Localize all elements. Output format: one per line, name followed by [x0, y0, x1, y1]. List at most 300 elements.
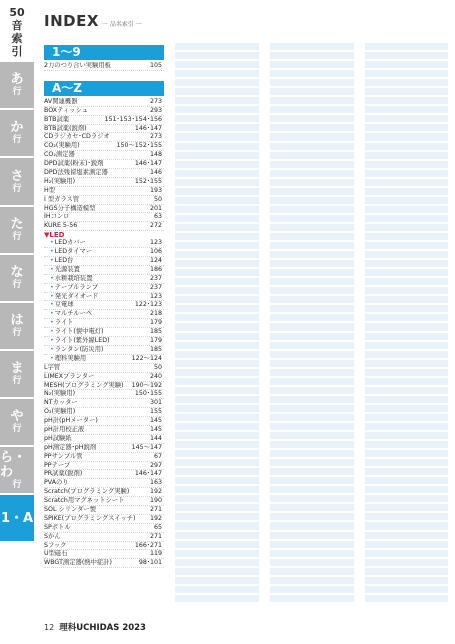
entry-page: 106 [149, 248, 162, 256]
entry-name: SOL シリンダー製 [44, 505, 96, 513]
empty-row [175, 133, 259, 140]
index-entry [44, 497, 164, 506]
empty-row [270, 233, 354, 240]
empty-row [270, 242, 354, 249]
led-group-label: ▼LED [44, 231, 65, 240]
empty-row [270, 43, 354, 50]
empty-row [175, 88, 259, 95]
kana-tab-3[interactable] [0, 207, 34, 255]
empty-row [365, 224, 448, 231]
entry-name: • LED台 [44, 257, 73, 265]
empty-row [175, 323, 259, 330]
sidebar-heading-line: 50 [9, 6, 25, 19]
empty-row [270, 79, 354, 86]
empty-row [175, 414, 259, 421]
led-entry-list [44, 239, 164, 363]
entry-name: Scratch(プログラミング実験) [44, 488, 130, 496]
empty-row [270, 296, 354, 303]
empty-row [175, 161, 259, 168]
empty-row [175, 124, 259, 131]
entry-page: 237 [149, 274, 162, 282]
empty-row [175, 486, 259, 493]
index-entry [44, 479, 164, 488]
entry-name: • ライト(懐中電灯) [44, 328, 104, 336]
empty-row [365, 88, 448, 95]
empty-row [365, 532, 448, 539]
index-entry [44, 107, 164, 116]
index-entry [44, 515, 164, 524]
index-column [44, 45, 164, 568]
entry-page: 98･101 [138, 559, 162, 567]
empty-row [365, 70, 448, 77]
empty-row [365, 342, 448, 349]
index-entry [44, 506, 164, 515]
entry-name: • LEDカバー [44, 239, 86, 247]
entry-name: pH測定器･pH鋭剤 [44, 443, 97, 451]
index-entry [44, 524, 164, 533]
index-entry [44, 275, 164, 284]
index-entry [44, 559, 164, 568]
kana-tab-label: な [10, 265, 24, 280]
empty-row [175, 378, 259, 385]
kana-tab-suffix: 行 [12, 328, 22, 338]
entry-name: IHコンロ [44, 213, 70, 221]
entry-name: pH試験紙 [44, 434, 72, 442]
empty-row [175, 242, 259, 249]
kana-tab-label: あ [10, 72, 24, 87]
index-entry [44, 426, 164, 435]
entry-name: • ライト(紫外線LED) [44, 337, 110, 345]
empty-row [270, 559, 354, 566]
empty-row [175, 314, 259, 321]
index-entry [44, 222, 164, 231]
index-entry [44, 328, 164, 337]
empty-row [365, 550, 448, 557]
empty-row [175, 287, 259, 294]
empty-row [175, 586, 259, 593]
kana-tab-suffix: 行 [12, 376, 22, 386]
empty-row [365, 405, 448, 412]
empty-row [270, 468, 354, 475]
entry-page: 145 [149, 417, 162, 425]
entry-name: • 理科実験用 [44, 355, 86, 363]
empty-row [175, 251, 259, 258]
empty-row [270, 342, 354, 349]
kana-tab-suffix: 行 [12, 135, 22, 145]
empty-row [270, 378, 354, 385]
empty-row [175, 459, 259, 466]
empty-row [175, 468, 259, 475]
entry-page: 166･271 [134, 541, 162, 549]
entry-name: Sフック [44, 541, 67, 549]
empty-row [270, 197, 354, 204]
entry-page: 185 [149, 345, 162, 353]
catalog-brand: 理科UCHIDAS 2023 [59, 623, 146, 633]
empty-row [270, 143, 354, 150]
kana-tab-suffix: 行 [12, 479, 22, 490]
empty-row [365, 161, 448, 168]
empty-row [270, 161, 354, 168]
empty-row [175, 106, 259, 113]
empty-row [175, 550, 259, 557]
entry-name: KURE 5-56 [44, 222, 78, 230]
entry-name: MESH(プログラミング実験) [44, 381, 124, 389]
empty-row [175, 477, 259, 484]
entry-page: 146･147 [134, 160, 162, 168]
empty-row [270, 323, 354, 330]
empty-row [270, 450, 354, 457]
entry-name: I 型ガラス管 [44, 195, 80, 203]
index-entry [44, 488, 164, 497]
index-entry [44, 187, 164, 196]
empty-row [270, 260, 354, 267]
kana-tab-9[interactable] [0, 495, 34, 543]
entry-name: • ライト [44, 319, 73, 327]
empty-row [270, 170, 354, 177]
kana-tab-8[interactable] [0, 447, 34, 495]
empty-row [365, 369, 448, 376]
entry-name: AV関連機器 [44, 97, 78, 105]
empty-row [175, 52, 259, 59]
empty-row [270, 278, 354, 285]
index-entry [44, 355, 164, 364]
empty-row [270, 97, 354, 104]
kana-tab-0[interactable] [0, 62, 34, 110]
empty-row [365, 296, 448, 303]
index-entry [44, 550, 164, 559]
kana-tab-label: や [10, 409, 24, 424]
entry-name: • テーブルランプ [44, 284, 98, 292]
entry-page: 124 [149, 257, 162, 265]
empty-row [270, 88, 354, 95]
empty-row [365, 206, 448, 213]
index-entry [44, 390, 164, 399]
entry-name: DPD試薬(粉末)･鋭剤 [44, 160, 104, 168]
empty-row [365, 61, 448, 68]
entry-page: 146 [149, 169, 162, 177]
empty-row [365, 170, 448, 177]
empty-row [270, 215, 354, 222]
empty-row [365, 242, 448, 249]
empty-row [270, 179, 354, 186]
empty-row [270, 115, 354, 122]
entry-page: 272 [149, 222, 162, 230]
empty-row [270, 360, 354, 367]
entry-page: 122･123 [134, 301, 162, 309]
empty-row [365, 260, 448, 267]
entry-name: NTカッター [44, 399, 78, 407]
empty-row [175, 513, 259, 520]
empty-row [365, 513, 448, 520]
entry-name: BOXティッシュ [44, 106, 88, 114]
entry-name: N₂(実験用) [44, 390, 76, 398]
empty-row [175, 450, 259, 457]
entry-name: H型 [44, 186, 56, 194]
empty-row [175, 342, 259, 349]
empty-row [365, 333, 448, 340]
index-entry [44, 399, 164, 408]
empty-row [175, 224, 259, 231]
empty-row [270, 586, 354, 593]
kana-tab-7[interactable] [0, 399, 34, 447]
empty-row [365, 52, 448, 59]
index-entry [44, 257, 164, 266]
index-entry [44, 239, 164, 248]
empty-row [365, 541, 448, 548]
entry-name: • 豆電球 [44, 301, 74, 309]
index-entry [44, 533, 164, 542]
index-entry [44, 417, 164, 426]
empty-row [175, 405, 259, 412]
index-entry [44, 213, 164, 222]
kana-tab-list [0, 62, 34, 543]
empty-row [175, 595, 259, 602]
empty-row [175, 541, 259, 548]
entry-name: SPIKE(プログラミングスイッチ) [44, 514, 136, 522]
empty-row [175, 188, 259, 195]
entry-name: DPD法残留塩素測定器 [44, 169, 108, 177]
empty-row [365, 559, 448, 566]
empty-row [175, 423, 259, 430]
empty-row [270, 333, 354, 340]
empty-row [270, 387, 354, 394]
empty-row [270, 495, 354, 502]
empty-row [365, 124, 448, 131]
empty-row [270, 522, 354, 529]
kana-tab-6[interactable] [0, 351, 34, 399]
empty-row [365, 378, 448, 385]
empty-row [270, 351, 354, 358]
section-heading-az: A〜Z [44, 81, 164, 96]
empty-row [365, 269, 448, 276]
empty-row [365, 251, 448, 258]
entry-page: 122〜124 [131, 354, 162, 362]
entry-name: Sかん [44, 532, 61, 540]
entry-name: PVAのり [44, 479, 69, 487]
empty-row [365, 477, 448, 484]
empty-row [270, 541, 354, 548]
entry-name: O₂(実験用) [44, 408, 76, 416]
entry-page: 148 [149, 151, 162, 159]
kana-tab-label: か [10, 120, 24, 135]
entry-name: • マルチルーペ [44, 310, 92, 318]
empty-row [175, 441, 259, 448]
empty-row [365, 504, 448, 511]
index-entry [44, 364, 164, 373]
entry-page: 271 [149, 505, 162, 513]
empty-row [365, 179, 448, 186]
entry-page: 273 [149, 133, 162, 141]
entry-name: • 光源装置 [44, 266, 80, 274]
entry-name: • LEDタイマー [44, 248, 92, 256]
entry-name: CO₂(実験用) [44, 142, 80, 150]
empty-row [270, 106, 354, 113]
entry-name: LIMEXプランター [44, 372, 95, 380]
index-entry [44, 453, 164, 462]
empty-row [365, 314, 448, 321]
entry-page: 63 [153, 213, 162, 221]
empty-row [270, 595, 354, 602]
empty-row [175, 152, 259, 159]
empty-row [365, 577, 448, 584]
kana-tab-4[interactable] [0, 255, 34, 303]
empty-row [175, 233, 259, 240]
empty-row [365, 432, 448, 439]
entry-page: 146･147 [134, 470, 162, 478]
empty-row [175, 143, 259, 150]
entry-page: 123 [149, 239, 162, 247]
entry-page: 105 [149, 62, 162, 69]
empty-row [270, 486, 354, 493]
index-entry [44, 62, 164, 71]
entry-page: 297 [149, 461, 162, 469]
empty-row [175, 360, 259, 367]
empty-row [365, 287, 448, 294]
kana-index-sidebar [0, 0, 34, 644]
page-subtitle: 一 品名索引 一 [101, 21, 142, 28]
empty-row [270, 269, 354, 276]
entry-page: 145 [149, 425, 162, 433]
empty-row [175, 532, 259, 539]
empty-row [365, 188, 448, 195]
index-entry [44, 301, 164, 310]
empty-row [365, 441, 448, 448]
section-heading-numbers: 1〜9 [44, 45, 164, 60]
empty-row [365, 115, 448, 122]
kana-tab-suffix: 行 [12, 232, 22, 242]
number-entry-list [44, 62, 164, 71]
kana-tab-1[interactable] [0, 110, 34, 158]
empty-row [365, 106, 448, 113]
index-entry [44, 196, 164, 205]
empty-row [365, 468, 448, 475]
empty-row [365, 486, 448, 493]
empty-row [175, 170, 259, 177]
page-title: INDEX [44, 12, 99, 30]
index-entry [44, 373, 164, 382]
kana-tab-label: さ [10, 168, 24, 184]
empty-row [270, 532, 354, 539]
entry-page: 192 [149, 488, 162, 496]
az-entry-list-continued [44, 364, 164, 568]
entry-name: WBGT測定器(熱中症計) [44, 559, 112, 567]
entry-page: 150･155 [134, 390, 162, 398]
index-entry [44, 169, 164, 178]
empty-row [365, 414, 448, 421]
entry-name: 2力のつり合い実験用板 [44, 62, 111, 69]
empty-row [270, 188, 354, 195]
entry-name: SPボトル [44, 523, 71, 531]
entry-page: 201 [149, 204, 162, 212]
empty-row [365, 79, 448, 86]
empty-row [175, 432, 259, 439]
empty-row [365, 586, 448, 593]
entry-page: 50 [153, 363, 162, 371]
empty-row [365, 459, 448, 466]
empty-row [270, 152, 354, 159]
kana-tab-suffix: 行 [12, 424, 22, 434]
entry-page: 190 [149, 497, 162, 505]
sidebar-heading [0, 6, 34, 60]
kana-tab-label: た [10, 217, 24, 232]
empty-row [175, 504, 259, 511]
empty-row [365, 97, 448, 104]
index-entry [44, 284, 164, 293]
entry-name: pH計用校正液 [44, 425, 85, 433]
entry-page: 179 [149, 337, 162, 345]
empty-row [270, 423, 354, 430]
index-entry [44, 151, 164, 160]
empty-row [270, 405, 354, 412]
entry-page: 271 [149, 532, 162, 540]
empty-row [175, 387, 259, 394]
empty-row [270, 459, 354, 466]
empty-row [175, 97, 259, 104]
kana-tab-2[interactable] [0, 158, 34, 207]
empty-row [270, 550, 354, 557]
empty-row [270, 568, 354, 575]
empty-row [365, 360, 448, 367]
empty-row [175, 305, 259, 312]
empty-row [175, 369, 259, 376]
entry-name: BTB試薬(鋭剤) [44, 124, 87, 132]
kana-tab-label: は [10, 313, 24, 328]
az-entry-list [44, 98, 164, 231]
entry-page: 192 [149, 514, 162, 522]
sidebar-heading-line: 音 [11, 19, 23, 32]
empty-row [175, 79, 259, 86]
empty-row [365, 215, 448, 222]
empty-row [175, 260, 259, 267]
empty-row [270, 414, 354, 421]
entry-page: 123 [149, 292, 162, 300]
entry-page: 218 [149, 310, 162, 318]
index-entry [44, 98, 164, 107]
index-entry [44, 346, 164, 355]
index-entry [44, 462, 164, 471]
empty-row [175, 215, 259, 222]
entry-page: 193 [149, 186, 162, 194]
kana-tab-label: ま [10, 361, 24, 376]
kana-tab-5[interactable] [0, 303, 34, 351]
empty-row [270, 504, 354, 511]
empty-row [175, 351, 259, 358]
empty-row [365, 351, 448, 358]
index-entry [44, 444, 164, 453]
index-entry [44, 178, 164, 187]
index-header [44, 12, 142, 30]
entry-page: 293 [149, 106, 162, 114]
index-entry [44, 319, 164, 328]
empty-row [175, 197, 259, 204]
empty-row [365, 495, 448, 502]
empty-row [270, 577, 354, 584]
index-entry [44, 116, 164, 125]
entry-page: 50 [153, 195, 162, 203]
kana-tab-suffix: 行 [12, 280, 22, 290]
entry-name: BTB試薬 [44, 115, 70, 123]
index-entry [44, 470, 164, 479]
empty-row [365, 522, 448, 529]
entry-name: PR試薬(鋭剤) [44, 470, 83, 478]
empty-row [175, 495, 259, 502]
entry-name: U型磁石 [44, 550, 68, 558]
empty-row [365, 152, 448, 159]
empty-row [175, 568, 259, 575]
empty-row [270, 251, 354, 258]
empty-row [270, 70, 354, 77]
empty-row [175, 559, 259, 566]
